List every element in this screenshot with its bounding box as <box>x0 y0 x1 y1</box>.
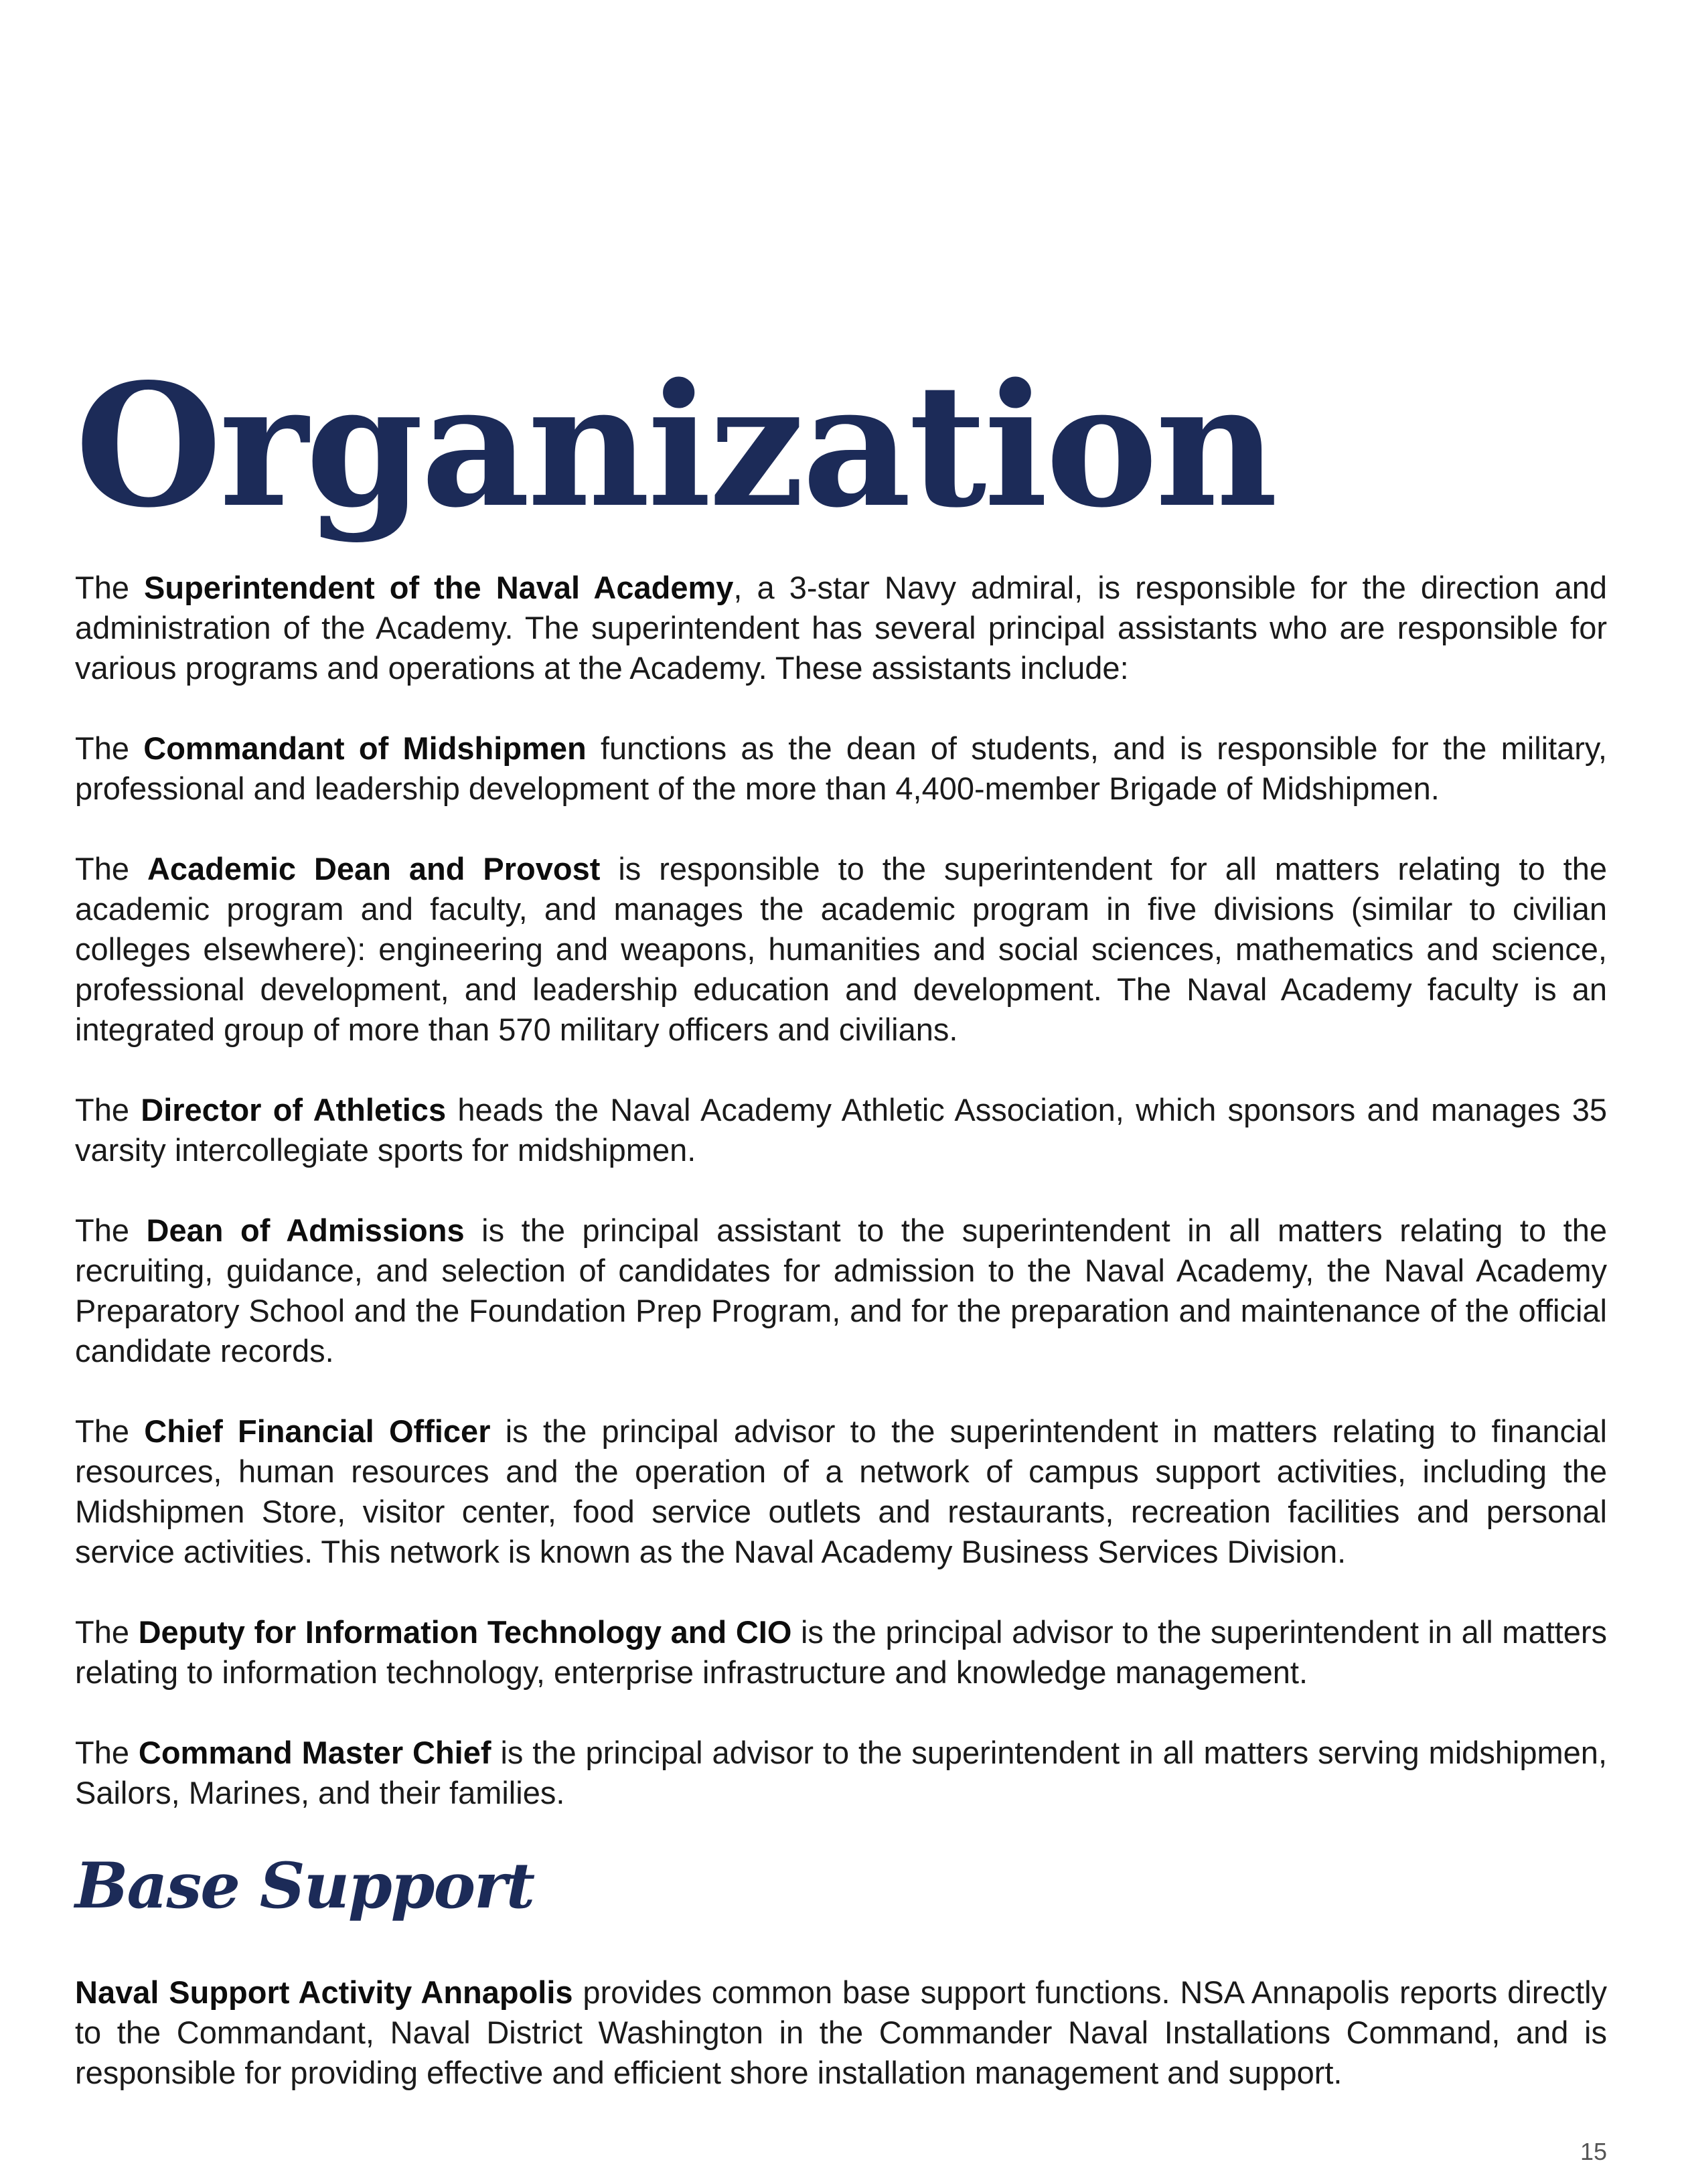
paragraph-prefix: The <box>75 1213 147 1248</box>
org-nsa-annapolis: Naval Support Activity Annapolis <box>75 1974 573 2010</box>
paragraph-text: is responsible to the superintendent for all matters relating to the academic program and faculty, and manages the academic program in five divisions (similar to civilian colleges elsewhere): engineering and weapons, humanities and social sciences, mathematics and science, professional development, and leadership education and development. The Naval Academy faculty is an integrated group of more than 570 military officers and civilians. <box>75 851 1607 1047</box>
paragraph-command-master-chief <box>75 1733 1607 1813</box>
paragraph-academic-dean <box>75 849 1607 1050</box>
organization-body <box>75 568 1607 1853</box>
paragraph-text: provides common base support functions. NSA Annapolis reports directly to the Commandant, Naval District Washington in the Commander Naval Installations Command, and is responsible for providing effective and efficient shore installation management and support. <box>75 1974 1608 2090</box>
paragraph-text: functions as the dean of students, and is responsible for the military, professional and leadership development of the more than 4,400-member Brigade of Midshipmen. <box>75 730 1607 806</box>
paragraph-prefix: The <box>75 851 147 886</box>
role-academic-dean: Academic Dean and Provost <box>147 851 601 886</box>
document-page <box>75 0 1607 2184</box>
role-director-athletics: Director of Athletics <box>141 1092 447 1127</box>
paragraph-athletics <box>75 1090 1607 1170</box>
role-command-master-chief: Command Master Chief <box>138 1735 491 1770</box>
paragraph-prefix: The <box>75 570 145 605</box>
paragraph-cio <box>75 1612 1607 1693</box>
section-heading-base-support: Base Support <box>75 1849 534 1923</box>
paragraph-text: is the principal advisor to the superintendent in all matters relating to information technology, enterprise infrastructure and knowledge management. <box>75 1614 1607 1690</box>
paragraph-cfo <box>75 1411 1607 1572</box>
paragraph-text: is the principal advisor to the superintendent in matters relating to financial resources, human resources and the operation of a network of campus support activities, including the Midshipmen Store, visitor center, food service outlets and restaurants, recreation facilities and personal service activities. This network is known as the Naval Academy Business Services Division. <box>75 1413 1607 1569</box>
paragraph-prefix: The <box>75 1092 141 1127</box>
role-superintendent: Superintendent of the Naval Academy <box>144 570 734 605</box>
paragraph-text: is the principal assistant to the superintendent in all matters relating to the recruiting, guidance, and selection of candidates for admission to the Naval Academy, the Naval Academy Preparatory School and the Foundation Prep Program, and for the preparation and maintenance of the official candidate records. <box>75 1213 1608 1369</box>
page-title: Organization <box>75 347 1276 545</box>
role-commandant: Commandant of Midshipmen <box>143 730 587 766</box>
page-number: 15 <box>1580 2138 1607 2165</box>
paragraph-admissions <box>75 1211 1607 1371</box>
paragraph-nsa-annapolis <box>75 1972 1607 2093</box>
paragraph-text: is the principal advisor to the superintendent in all matters serving midshipmen, Sailors, Marines, and their families. <box>75 1735 1607 1810</box>
paragraph-text: , a 3-star Navy admiral, is responsible for the direction and administration of the Academy. The superintendent has several principal assistants who are responsible for various programs and operations at the Academy. These assistants include: <box>75 570 1607 686</box>
paragraph-prefix: The <box>75 1614 139 1650</box>
role-cfo: Chief Financial Officer <box>144 1413 491 1449</box>
paragraph-superintendent <box>75 568 1607 688</box>
paragraph-text: heads the Naval Academy Athletic Association, which sponsors and manages 35 varsity intercollegiate sports for midshipmen. <box>75 1092 1608 1168</box>
role-cio: Deputy for Information Technology and CIO <box>138 1614 792 1650</box>
base-support-body <box>75 1972 1607 2133</box>
paragraph-prefix: The <box>75 1735 139 1770</box>
paragraph-commandant <box>75 728 1607 809</box>
role-dean-admissions: Dean of Admissions <box>146 1213 465 1248</box>
paragraph-prefix: The <box>75 1413 145 1449</box>
paragraph-prefix: The <box>75 730 144 766</box>
